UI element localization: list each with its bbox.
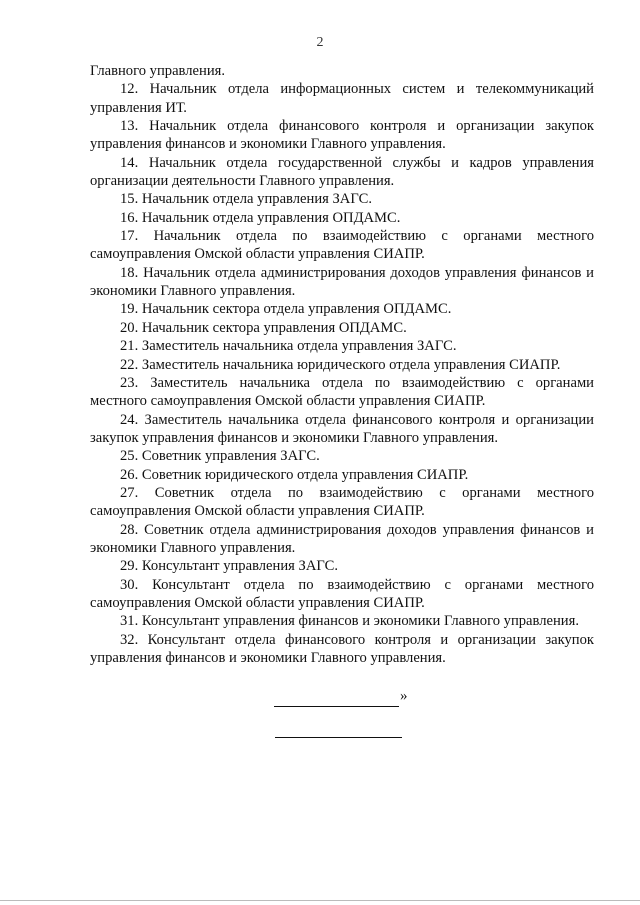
page-bottom-edge [0,900,640,901]
list-item-25: 25. Советник управления ЗАГС. [120,448,320,465]
paragraph-continuation: Главного управления. [90,63,225,79]
closing-separator-line [274,706,399,707]
document-body [90,62,594,667]
list-item-30: 30. Консультант отдела по взаимодействию с органами местного самоуправления Омской области управления СИАПР. [90,576,594,611]
list-item-27: 27. Советник отдела по взаимодействию с органами местного самоуправления Омской области управления СИАПР. [90,484,594,520]
end-separator-line [275,737,402,738]
list-item-26: 26. Советник юридического отдела управления СИАПР. [120,466,469,483]
list-item-19: 19. Начальник сектора отдела управления ОПДАМС. [120,301,452,318]
list-item-21: 21. Заместитель начальника отдела управления ЗАГС. [120,338,457,355]
list-item-32: 32. Консультант отдела финансового контроля и организации закупок управления финансов и экономики Главного управления. [90,631,594,666]
list-item-20: 20. Начальник сектора управления ОПДАМС. [120,319,407,336]
list-item-16: 16. Начальник отдела управления ОПДАМС. [120,209,401,226]
page-number: 2 [316,35,324,50]
list-item-14: 14. Начальник отдела государственной службы и кадров управления организации деятельности Главного управления. [90,154,594,190]
closing-quote-mark: » [400,688,408,704]
list-item-23: 23. Заместитель начальника отдела по взаимодействию с органами местного самоуправления Омской области управления СИАПР. [90,374,594,410]
list-item-15: 15. Начальник отдела управления ЗАГС. [120,191,372,208]
list-item-31: 31. Консультант управления финансов и экономики Главного управления. [120,613,579,630]
list-item-12: 12. Начальник отдела информационных систем и телекоммуникаций управления ИТ. [90,81,594,116]
list-item-28: 28. Советник отдела администрирования доходов управления финансов и экономики Главного управления. [90,521,594,556]
list-item-29: 29. Консультант управления ЗАГС. [120,558,338,575]
list-item-17: 17. Начальник отдела по взаимодействию с органами местного самоуправления Омской области управления СИАПР. [90,228,594,263]
list-item-22: 22. Заместитель начальника юридического отдела управления СИАПР. [120,356,561,373]
list-item-18: 18. Начальник отдела администрирования доходов управления финансов и экономики Главного управления. [90,264,594,300]
list-item-24: 24. Заместитель начальника отдела финансового контроля и организации закупок управления финансов и экономики Главного управления. [90,411,594,446]
list-item-13: 13. Начальник отдела финансового контроля и организации закупок управления финансов и экономики Главного управления. [90,118,594,153]
